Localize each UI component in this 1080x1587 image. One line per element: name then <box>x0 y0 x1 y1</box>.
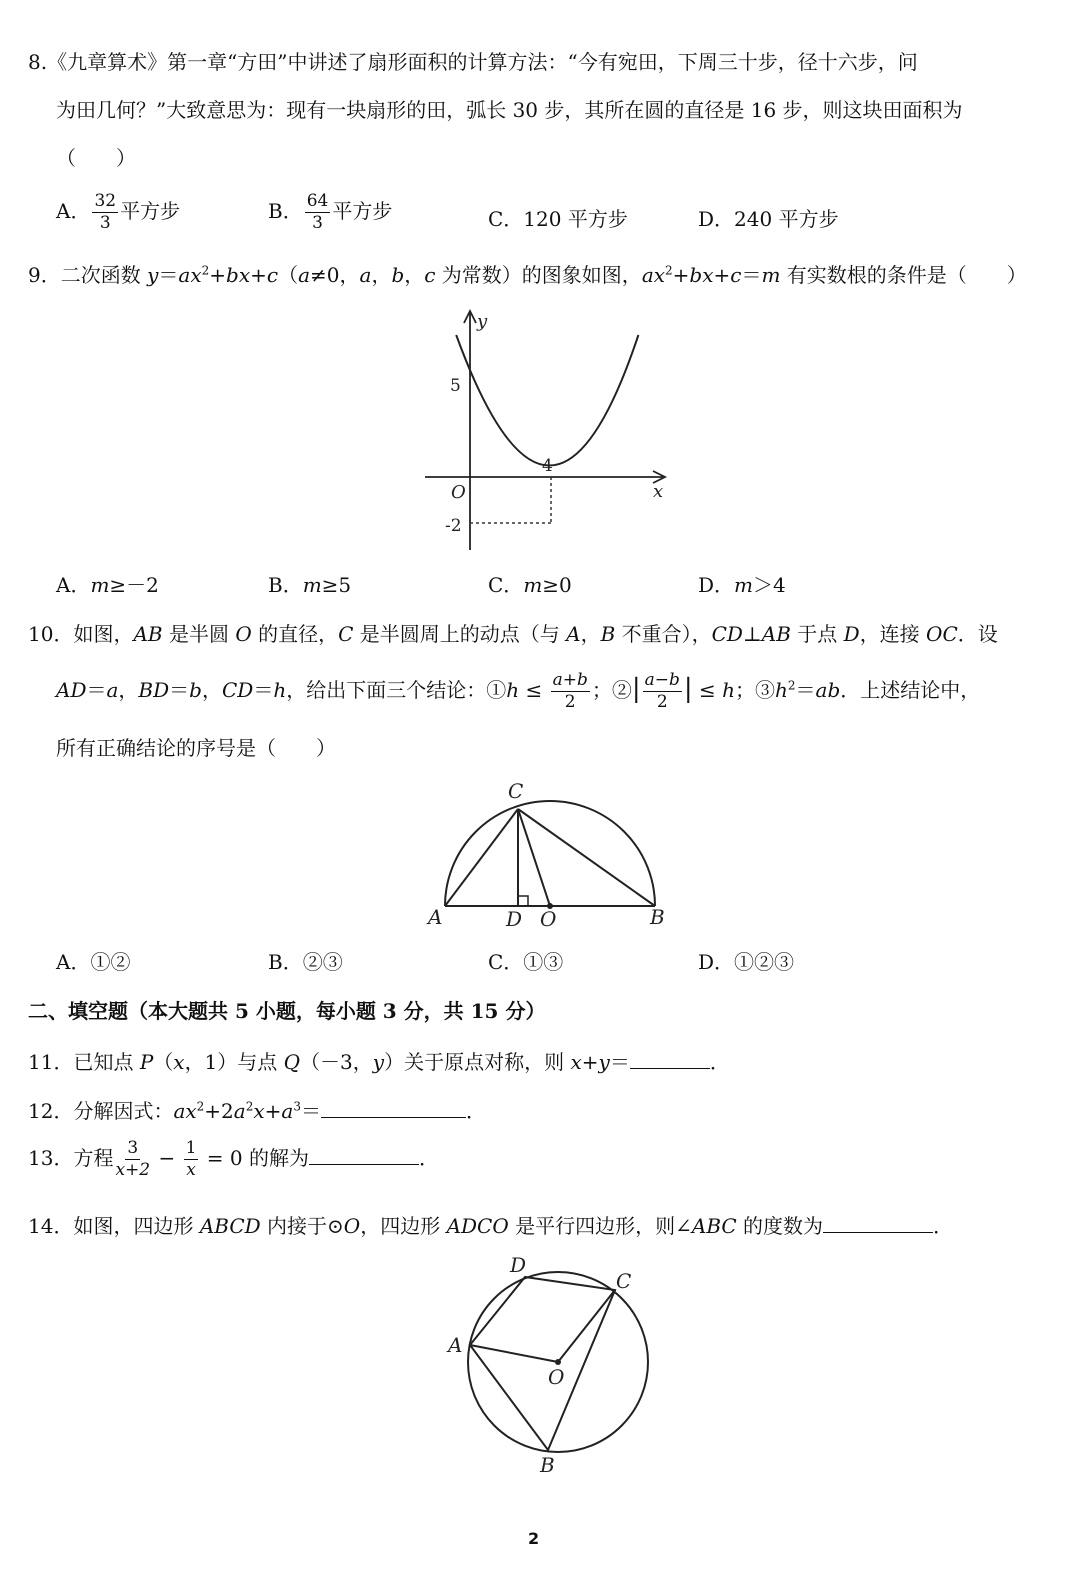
q9-origin-label: O <box>451 482 466 503</box>
q9-parabola-graph <box>425 305 675 555</box>
q10-c1-sep: ； <box>591 678 612 702</box>
q9-t-l: ≠0， <box>310 263 360 287</box>
q9-option-d-label: D． <box>698 573 735 597</box>
q12-e: x <box>253 1099 265 1123</box>
q9-tick-neg2: -2 <box>445 516 462 536</box>
q10-c2-fraction <box>643 672 682 711</box>
q10-option-b: B．②③ <box>268 950 343 974</box>
q8-option-a <box>56 193 180 232</box>
q10-l2-l: ，给出下面三个结论： <box>286 678 487 702</box>
q9-stem <box>28 265 1027 285</box>
q10-l1-p: D <box>843 622 860 646</box>
q9-t-g: bx <box>226 263 251 287</box>
q8-option-a-num: 32 <box>94 191 117 211</box>
q9-option-b-var: m <box>302 573 322 597</box>
q10-c2-bar-left: | <box>631 674 641 704</box>
q8-option-c: C．120 平方步 <box>488 207 628 231</box>
q9-t-x: c <box>730 263 742 287</box>
q10-c1-fraction <box>551 672 590 711</box>
q12-d-sup: 2 <box>245 1099 254 1114</box>
q10-c1-mark: ① <box>486 678 507 702</box>
q9-option-d-var: m <box>734 573 754 597</box>
q14-c: 内接于⊙ <box>260 1214 344 1238</box>
q11-a: 11．已知点 <box>28 1050 140 1074</box>
q10-l1-e: 的直径， <box>251 622 339 646</box>
q13-end: ． <box>418 1146 439 1170</box>
q11 <box>28 1050 730 1072</box>
q14-a: 14．如图，四边形 <box>28 1214 200 1238</box>
q12-answer-blank[interactable] <box>321 1099 466 1118</box>
q14-segment-co <box>558 1290 615 1362</box>
q11-g: （－3， <box>300 1050 373 1074</box>
q10-l2-i: CD <box>221 678 254 702</box>
q8-option-a-unit: 平方步 <box>120 199 181 223</box>
q10-l2-end: ．上述结论中， <box>840 678 981 702</box>
q11-answer-blank[interactable] <box>630 1050 710 1069</box>
q10-l1-q: ，连接 <box>859 622 927 646</box>
q9-t-n: ， <box>371 263 392 287</box>
q9-t-z: m <box>761 263 781 287</box>
q11-c: （ <box>153 1050 174 1074</box>
q9-t-o: b <box>391 263 405 287</box>
q9-t-d: ax <box>178 263 202 287</box>
q11-j: x <box>570 1050 582 1074</box>
q9-t-u: + <box>672 263 690 287</box>
q12-g-sup: 3 <box>293 1099 301 1114</box>
q14-label-o: O <box>548 1365 565 1389</box>
q8-option-d: D．240 平方步 <box>698 207 839 231</box>
q9-x-label: x <box>653 481 664 502</box>
q10-l1-h: A <box>566 622 581 646</box>
q10-label-b: B <box>650 905 665 929</box>
q14-answer-blank[interactable] <box>823 1214 933 1233</box>
q13-fraction-2 <box>184 1140 199 1179</box>
q10-semicircle-diagram <box>420 775 680 935</box>
q9-t-j: （ <box>278 263 299 287</box>
q12-b: ax <box>173 1099 197 1123</box>
q11-b: P <box>139 1050 154 1074</box>
q12-b-sup: 2 <box>196 1099 205 1114</box>
q10-l1-l: CD <box>711 622 743 646</box>
q9-t-a: 9．二次函数 <box>28 263 148 287</box>
q10-option-a: A．①② <box>56 950 131 974</box>
q10-l2-f: ＝ <box>169 678 190 702</box>
q9-option-a-label: A． <box>56 573 91 597</box>
q8-option-a-label: A． <box>56 199 91 223</box>
q9-t-k: a <box>298 263 311 287</box>
q9-t-c: ＝ <box>158 263 179 287</box>
q9-t-f: + <box>209 263 227 287</box>
q10-right-angle-mark <box>518 896 528 906</box>
q9-tick-5: 5 <box>450 376 461 396</box>
q14-d: O <box>343 1214 361 1238</box>
q10-option-d: D．①②③ <box>698 950 795 974</box>
q10-l1-c: 是半圆 <box>162 622 236 646</box>
q14-end: ． <box>933 1214 954 1238</box>
q10-line2 <box>56 672 980 711</box>
q12-end: ． <box>465 1099 486 1123</box>
q10-line3: 所有正确结论的序号是（ ） <box>56 736 336 760</box>
q10-c3-eq: ＝ <box>795 678 816 702</box>
q9-t-s: ax <box>641 263 666 287</box>
q12-d: a <box>233 1099 246 1123</box>
q10-c3-var: h <box>775 678 788 702</box>
q10-l1-m: ⊥ <box>742 622 762 646</box>
q10-c3-mark: ③ <box>755 678 776 702</box>
q9-t-v: bx <box>689 263 714 287</box>
q8-line1: 8.《九章算术》第一章“方田”中讲述了扇形面积的计算方法：“今有宛田，下周三十步，径十六步，问 <box>28 50 918 74</box>
q10-l2-b: ＝ <box>86 678 107 702</box>
q9-t-r: 为常数）的图象如图， <box>435 263 642 287</box>
q9-t-p: ， <box>404 263 425 287</box>
q14-e: ，四边形 <box>360 1214 447 1238</box>
q10-segment-cb <box>518 809 655 906</box>
q13-fraction-1 <box>115 1140 150 1179</box>
q9-option-d <box>698 575 786 595</box>
q10-c2-sep: ； <box>735 678 756 702</box>
q11-f: Q <box>283 1050 301 1074</box>
q10-c2-op: ≤ <box>692 678 723 702</box>
q10-l2-a: AD <box>56 678 87 702</box>
q10-segment-co <box>518 809 550 906</box>
q9-option-d-rest: ＞4 <box>753 573 786 597</box>
q10-c2-var: h <box>722 678 736 702</box>
q9-tick-4: 4 <box>542 456 553 476</box>
q14-h: ABC <box>691 1214 737 1238</box>
q9-parabola-curve <box>456 335 638 466</box>
q10-c2-num: a−b <box>644 670 680 690</box>
q11-end: ． <box>709 1050 730 1074</box>
q14 <box>28 1214 953 1236</box>
q10-c2-mark: ② <box>611 678 632 702</box>
q8-line2: 为田几何？”大致意思为：现有一块扇形的田，弧长 30 步，其所在圆的直径是 16 步，则这块田面积为 <box>56 98 963 122</box>
q10-l1-j: B <box>600 622 616 646</box>
q9-t-h: + <box>250 263 267 287</box>
q8-option-b-label: B． <box>268 199 303 223</box>
q10-l1-f: C <box>338 622 354 646</box>
q10-c2-den: 2 <box>656 692 668 712</box>
q9-option-a <box>56 575 159 595</box>
q10-label-d: D <box>506 907 523 931</box>
q8-option-a-den: 3 <box>99 213 111 233</box>
q13-f2-den: x <box>186 1160 196 1180</box>
q10-l1-b: AB <box>133 622 163 646</box>
q9-option-c-rest: ≥0 <box>542 573 572 597</box>
q11-e: ，1）与点 <box>184 1050 284 1074</box>
q10-l1-s: ．设 <box>957 622 998 646</box>
q10-l2-d: ， <box>118 678 139 702</box>
q9-option-a-rest: ≥－2 <box>109 573 159 597</box>
q12-c: +2 <box>204 1099 234 1123</box>
q11-d: x <box>173 1050 185 1074</box>
q8-option-b-fraction <box>305 193 331 232</box>
q10-l1-d: O <box>235 622 252 646</box>
q8-option-b-den: 3 <box>312 213 323 233</box>
q8-option-b-unit: 平方步 <box>332 199 393 223</box>
q10-option-c: C．①③ <box>488 950 564 974</box>
q13-f1-num: 3 <box>127 1138 139 1158</box>
q9-t-b: y <box>147 263 159 287</box>
q14-label-d: D <box>510 1253 527 1277</box>
q10-l1-n: AB <box>761 622 791 646</box>
q10-l1-g: 是半圆周上的动点（与 <box>353 622 567 646</box>
q10-l2-h: ， <box>201 678 222 702</box>
q13 <box>28 1140 439 1179</box>
q10-c1-den: 2 <box>564 692 576 712</box>
q10-l1-k: 不重合）， <box>615 622 712 646</box>
q9-option-b-label: B． <box>268 573 303 597</box>
q10-l2-k: h <box>273 678 287 702</box>
q9-y-label: y <box>477 311 488 332</box>
q11-i: ）关于原点对称，则 <box>384 1050 571 1074</box>
q14-label-b: B <box>540 1453 555 1477</box>
q10-l1-a: 10．如图， <box>28 622 134 646</box>
q10-c3-sup: 2 <box>787 678 796 693</box>
q9-t-y: ＝ <box>741 263 762 287</box>
q12 <box>28 1099 486 1121</box>
q12-f: + <box>264 1099 282 1123</box>
q11-m: ＝ <box>609 1050 630 1074</box>
q14-g: 是平行四边形，则∠ <box>508 1214 692 1238</box>
q8-paren: （ ） <box>56 146 136 170</box>
q9-option-a-var: m <box>90 573 110 597</box>
q9-option-c-label: C． <box>488 573 524 597</box>
q10-c1-num: a+b <box>552 670 588 690</box>
section-2-heading: 二、填空题（本大题共 5 小题，每小题 3 分，共 15 分） <box>28 999 546 1023</box>
q14-i: 的度数为 <box>736 1214 824 1238</box>
q8-option-b <box>268 193 392 232</box>
q9-option-c <box>488 575 572 595</box>
q11-h: y <box>372 1050 385 1074</box>
q9-t-end: 有实数根的条件是（ ） <box>780 263 1027 287</box>
q10-semicircle-arc <box>445 801 655 906</box>
q9-option-c-var: m <box>523 573 543 597</box>
q9-option-b <box>268 575 351 595</box>
q10-l2-j: ＝ <box>253 678 274 702</box>
q14-label-a: A <box>448 1333 463 1357</box>
q14-segment-ao <box>470 1345 558 1362</box>
q13-f1-den: x+2 <box>115 1160 151 1180</box>
q10-line1 <box>28 624 998 644</box>
q10-label-o: O <box>540 907 557 931</box>
q11-l: y <box>598 1050 610 1074</box>
q14-label-c: C <box>616 1269 632 1293</box>
q10-c1-var: h <box>506 678 520 702</box>
q10-l1-o: 于点 <box>790 622 844 646</box>
q10-label-c: C <box>508 779 524 803</box>
q10-c1-op: ≤ <box>519 678 549 702</box>
q11-k: + <box>581 1050 599 1074</box>
q9-option-b-rest: ≥5 <box>321 573 352 597</box>
q10-c2-bar-right: | <box>683 674 693 704</box>
q13-f2-num: 1 <box>185 1138 197 1158</box>
q13-answer-blank[interactable] <box>309 1146 419 1165</box>
q10-l1-r: OC <box>926 622 958 646</box>
page-number: 2 <box>528 1529 540 1548</box>
q13-a: 13．方程 <box>28 1146 114 1170</box>
q8-option-a-fraction <box>92 193 118 232</box>
q10-l2-e: BD <box>138 678 170 702</box>
q14-f: ADCO <box>446 1214 509 1238</box>
q10-label-a: A <box>428 905 443 929</box>
q14-b: ABCD <box>199 1214 261 1238</box>
q9-t-w: + <box>713 263 731 287</box>
q9-t-m: a <box>359 263 372 287</box>
q9-t-e: 2 <box>201 263 210 278</box>
q10-l1-i: ， <box>580 622 601 646</box>
q10-c3-rhs: ab <box>815 678 841 702</box>
q12-h: ＝ <box>300 1099 321 1123</box>
q10-l2-g: b <box>189 678 202 702</box>
q9-t-q: c <box>424 263 436 287</box>
q12-g: a <box>281 1099 294 1123</box>
q13-eq: = 0 的解为 <box>200 1146 309 1170</box>
q14-inscribed-quadrilateral-diagram <box>440 1250 670 1480</box>
q8-option-b-num: 64 <box>306 191 329 211</box>
q13-minus: − <box>152 1146 182 1170</box>
q9-t-t: 2 <box>665 263 673 278</box>
q9-t-i: c <box>266 263 279 287</box>
q10-l2-c: a <box>106 678 119 702</box>
q12-a: 12．分解因式： <box>28 1099 174 1123</box>
